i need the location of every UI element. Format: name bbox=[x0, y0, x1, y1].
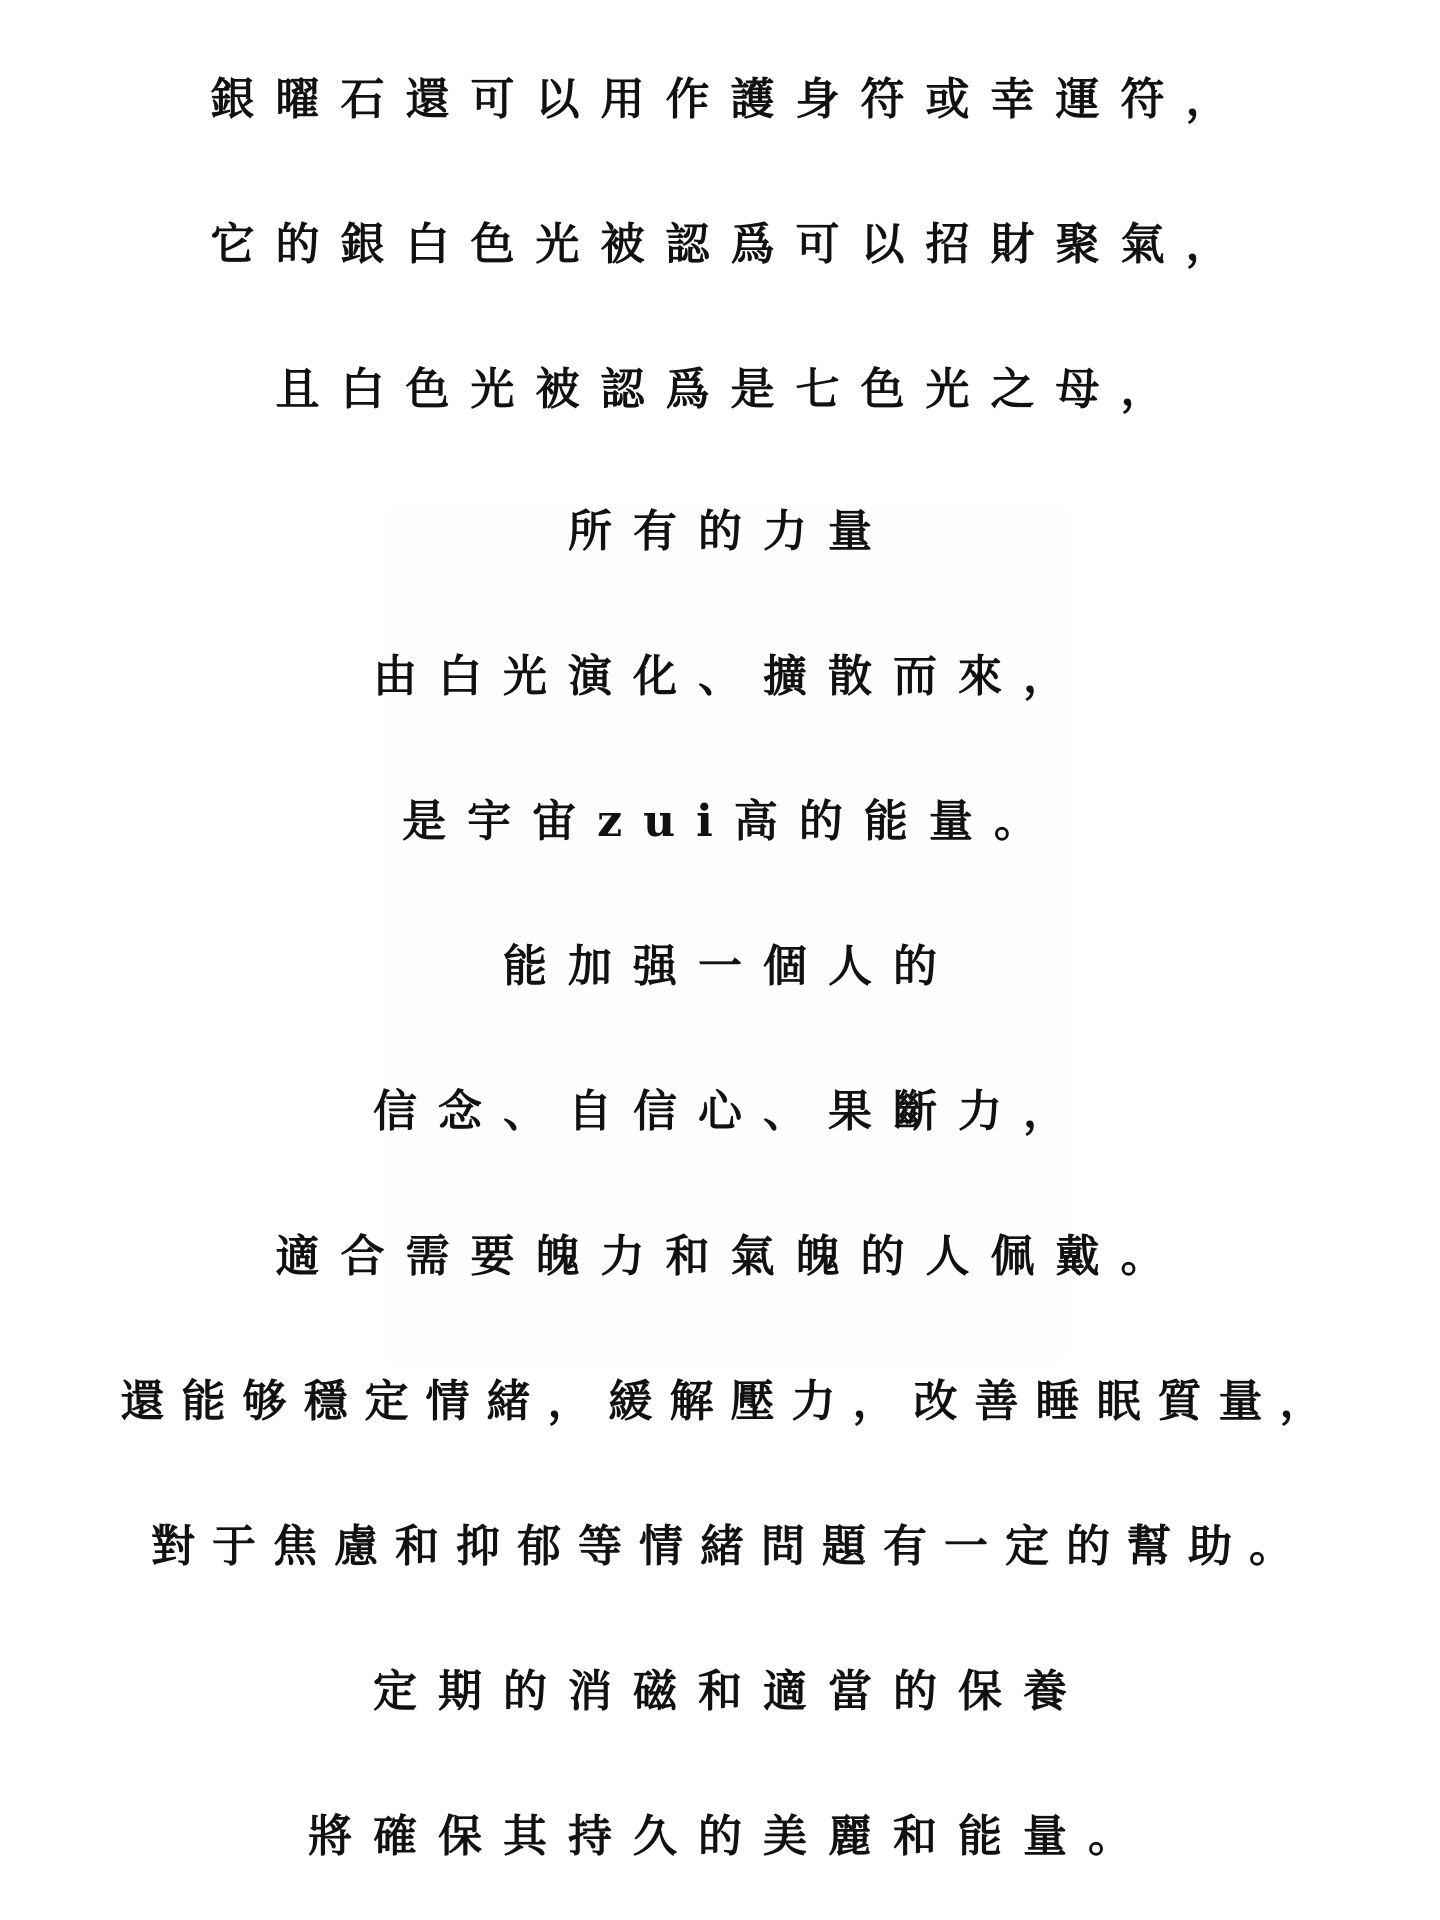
text-line-5 bbox=[0, 637, 1440, 717]
text-line-4 bbox=[0, 492, 1440, 572]
text-line-11-content: 對于焦慮和抑郁等情緒問題有一定的幫助。 bbox=[151, 1521, 1310, 1572]
text-line-7 bbox=[0, 927, 1440, 1007]
text-line-6-content: 是宇宙zui高的能量。 bbox=[402, 796, 1059, 847]
text-line-5-content: 由白光演化、擴散而來， bbox=[373, 651, 1088, 702]
text-line-13 bbox=[0, 1797, 1440, 1877]
text-line-3 bbox=[0, 350, 1440, 430]
text-line-10 bbox=[0, 1362, 1440, 1442]
text-line-8 bbox=[0, 1072, 1440, 1152]
text-line-9 bbox=[0, 1217, 1440, 1297]
text-line-2-content: 它的銀白色光被認爲可以招財聚氣， bbox=[210, 219, 1251, 270]
text-line-6 bbox=[0, 782, 1440, 862]
text-line-7-content: 能加强一個人的 bbox=[503, 941, 958, 992]
text-line-4-content: 所有的力量 bbox=[568, 506, 893, 557]
text-line-9-content: 適合需要魄力和氣魄的人佩戴。 bbox=[275, 1231, 1186, 1282]
text-line-10-content: 還能够穩定情緒，緩解壓力，改善睡眠質量， bbox=[120, 1376, 1341, 1427]
text-line-1 bbox=[0, 60, 1440, 140]
text-line-2 bbox=[0, 205, 1440, 285]
text-line-8-content: 信念、自信心、果斷力， bbox=[373, 1086, 1088, 1137]
text-line-12-content: 定期的消磁和適當的保養 bbox=[373, 1666, 1088, 1717]
text-line-3-content: 且白色光被認爲是七色光之母， bbox=[275, 364, 1186, 415]
text-line-13-content: 將確保其持久的美麗和能量。 bbox=[308, 1811, 1153, 1862]
text-line-12 bbox=[0, 1652, 1440, 1732]
text-line-1-content: 銀曜石還可以用作護身符或幸運符， bbox=[210, 74, 1251, 125]
text-line-11 bbox=[0, 1507, 1440, 1587]
